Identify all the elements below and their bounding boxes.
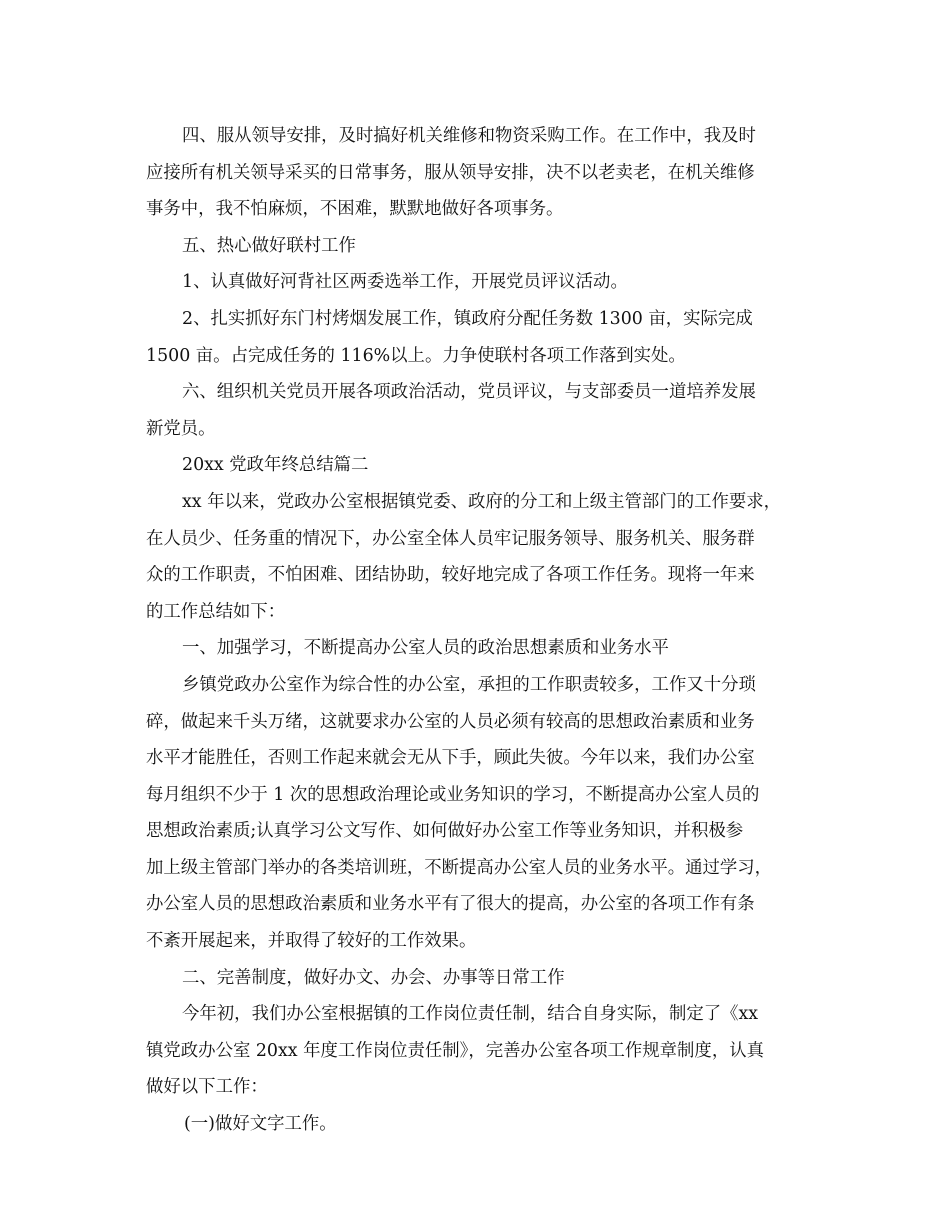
subsection-heading: (一)做好文字工作。 xyxy=(184,1114,337,1135)
text-line: 众的工作职责，不怕困难、团结协助，较好地完成了各项工作任务。现将一年来 xyxy=(146,565,755,586)
text-line: 新党员。 xyxy=(146,418,216,439)
text-line: 水平才能胜任，否则工作起来就会无从下手，顾此失彼。今年以来，我们办公室 xyxy=(146,748,755,769)
text-line: 四、服从领导安排，及时搞好机关维修和物资采购工作。在工作中，我及时 xyxy=(182,126,756,146)
text-line: 办公室人员的思想政治素质和业务水平有了很大的提高，办公室的各项工作有条 xyxy=(146,894,755,915)
text-line: 六、组织机关党员开展各项政治活动，党员评议，与支部委员一道培养发展 xyxy=(182,382,756,403)
text-line: 2、扎实抓好东门村烤烟发展工作，镇政府分配任务数 1300 亩，实际完成 xyxy=(182,308,753,329)
text-line: xx 年以来，党政办公室根据镇党委、政府的分工和上级主管部门的工作要求， xyxy=(182,491,782,512)
text-line: 1、认真做好河背社区两委选举工作，开展党员评议活动。 xyxy=(182,272,628,293)
text-line: 乡镇党政办公室作为综合性的办公室，承担的工作职责较多，工作又十分琐 xyxy=(182,674,756,695)
text-line: 不紊开展起来，并取得了较好的工作效果。 xyxy=(146,931,477,952)
text-line: 在人员少、任务重的情况下，办公室全体人员牢记服务领导、服务机关、服务群 xyxy=(146,528,755,549)
document-body xyxy=(146,118,810,1143)
article-title: 20xx 党政年终总结篇二 xyxy=(182,455,369,476)
section-heading: 五、热心做好联村工作 xyxy=(182,235,356,256)
text-line: 应接所有机关领导采买的日常事务，服从领导安排，决不以老卖老，在机关维修 xyxy=(146,162,755,183)
text-line: 镇党政办公室 20xx 年度工作岗位责任制》，完善办公室各项工作规章制度，认真 xyxy=(146,1040,764,1061)
text-line: 每月组织不少于 1 次的思想政治理论或业务知识的学习，不断提高办公室人员的 xyxy=(146,784,760,805)
text-line: 做好以下工作： xyxy=(146,1077,268,1098)
text-line: 的工作总结如下： xyxy=(146,601,286,622)
text-line: 1500 亩。占完成任务的 116%以上。力争使联村各项工作落到实处。 xyxy=(146,345,686,366)
text-line: 今年初，我们办公室根据镇的工作岗位责任制，结合自身实际，制定了《xx xyxy=(182,1004,759,1025)
section-heading: 二、完善制度，做好办文、办会、办事等日常工作 xyxy=(182,967,565,988)
section-heading: 一、加强学习，不断提高办公室人员的政治思想素质和业务水平 xyxy=(182,638,669,659)
text-line: 加上级主管部门举办的各类培训班，不断提高办公室人员的业务水平。通过学习， xyxy=(146,857,773,878)
text-line: 思想政治素质;认真学习公文写作、如何做好办公室工作等业务知识，并积极参 xyxy=(146,821,744,842)
text-line: 碎，做起来千头万绪，这就要求办公室的人员必须有较高的思想政治素质和业务 xyxy=(146,711,755,732)
text-line: 事务中，我不怕麻烦，不困难，默默地做好各项事务。 xyxy=(146,199,564,220)
